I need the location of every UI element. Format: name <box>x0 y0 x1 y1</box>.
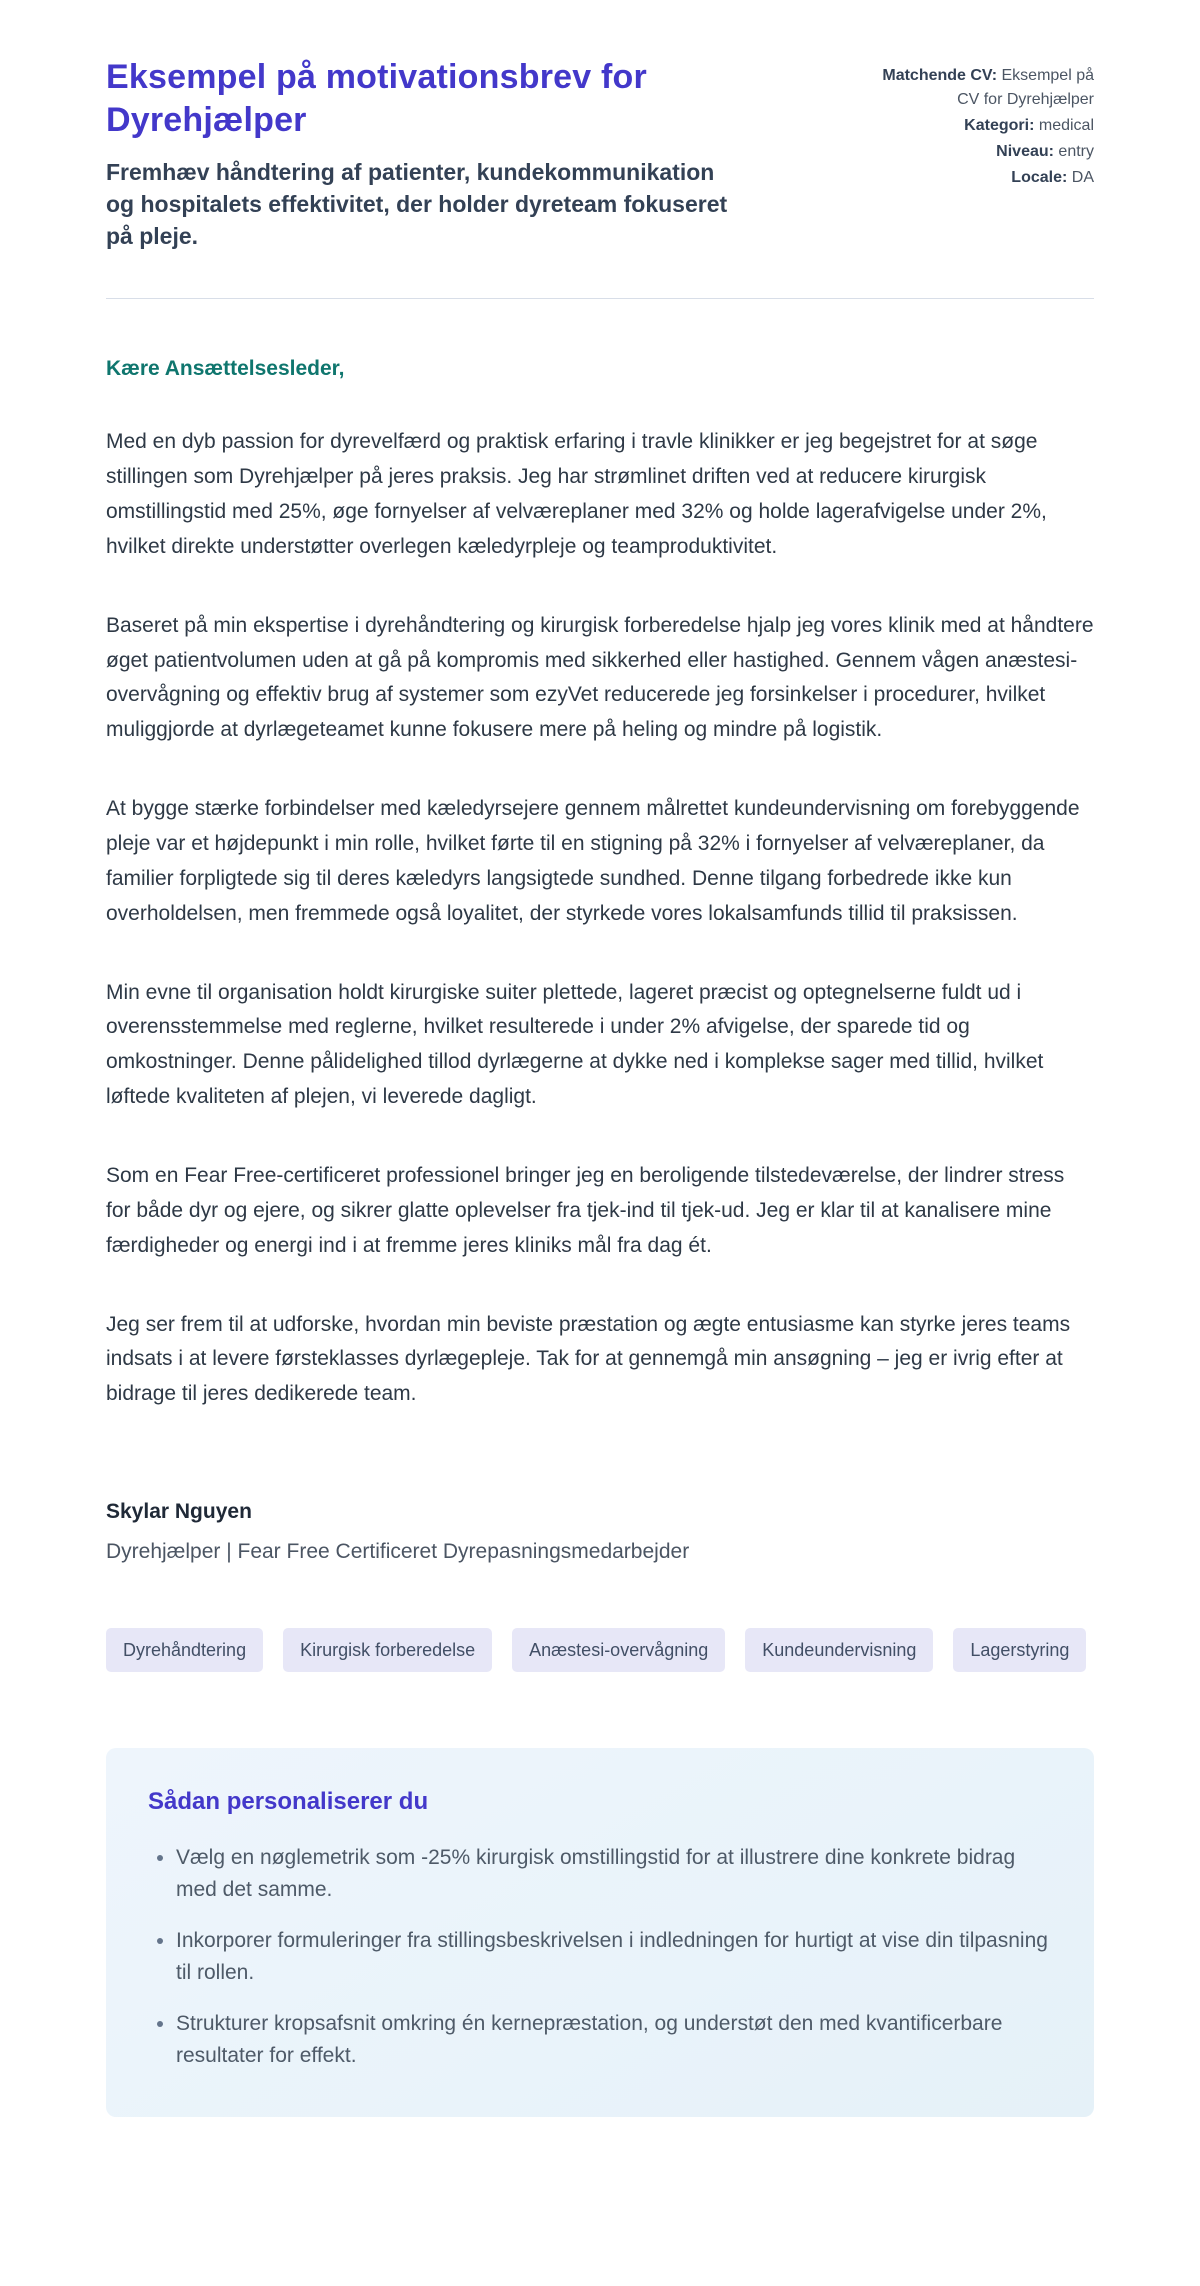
meta-level-label: Niveau: <box>996 143 1054 160</box>
page-header <box>106 56 1094 252</box>
meta-category <box>882 114 1094 138</box>
letter-paragraph-5: Som en Fear Free-certificeret professionel bringer jeg en beroligende tilstedeværelse, der lindrer stress for både dyr og ejere, og sikrer glatte oplevelser fra tjek-ind til tjek-ud. Jeg er klar til at kanalisere mine færdigheder og energi ind i at fremme jeres kliniks mål fra dag ét. <box>106 1163 1065 1257</box>
header-divider <box>106 298 1094 299</box>
tip-item-3: • Strukturer kropsafsnit omkring én kernepræstation, og understøt den med kvantificerbare resultater for effekt. <box>176 2008 1052 2071</box>
tips-panel <box>106 1748 1094 2117</box>
skill-tag-animal-handling: Dyrehåndtering <box>106 1628 263 1672</box>
meta-level-value: entry <box>1058 143 1094 160</box>
signature-title: Dyrehjælper | Fear Free Certificeret Dyrepasningsmedarbejder <box>106 1540 690 1564</box>
skill-tag-inventory: Lagerstyring <box>953 1628 1086 1672</box>
meta-locale-value: DA <box>1071 169 1094 186</box>
meta-locale-label: Locale: <box>1011 169 1068 186</box>
meta-category-value: medical <box>1038 117 1094 134</box>
letter-paragraph-2: Baseret på min ekspertise i dyrehåndtering og kirurgisk forberedelse hjalp jeg vores klinik med at håndtere øget patientvolumen uden at gå på kompromis med sikkerhed eller hastighed. Gennem vågen anæstesi-overvågning og effektiv brug af systemer som ezyVet reducerede jeg forsinkelser i procedurer, hvilket muliggjorde at dyrlægeteamet kunne fokusere mere på heling og mindre på logistik. <box>106 613 1094 742</box>
letter-body <box>106 357 1094 1672</box>
header-text <box>106 56 842 252</box>
tips-title: Sådan personaliserer du <box>148 1788 429 1816</box>
meta-matching-cv <box>882 64 1094 112</box>
tips-list <box>148 1842 1052 2071</box>
letter-paragraph-3: At bygge stærke forbindelser med kæledyrsejere gennem målrettet kundeundervisning om forebyggende pleje var et højdepunkt i min rolle, hvilket førte til en stigning på 32% i fornyelser af velværeplaner, da familier forpligtede sig til deres kæledyrs langsigtede sundhed. Denne tilgang forbedrede ikke kun overholdelsen, men fremmede også loyalitet, der styrkede vores lokalsamfunds tillid til praksissen. <box>106 797 1080 925</box>
meta-matching-cv-value: Eksempel på CV for Dyrehjælper <box>957 67 1094 108</box>
meta-matching-cv-label: Matchende CV: <box>882 67 998 84</box>
letter-paragraph-6: Jeg ser frem til at udforske, hvordan min beviste præstation og ægte entusiasme kan styrke jeres teams indsats i at levere førsteklasses dyrlægepleje. Tak for at gennemgå min ansøgning – jeg er ivrig efter at bidrage til jeres dedikerede team. <box>106 1312 1071 1406</box>
meta-panel <box>882 56 1094 192</box>
skill-tags <box>106 1628 1094 1672</box>
tip-item-1: • Vælg en nøglemetrik som -25% kirurgisk omstillingstid for at illustrere dine konkrete bidrag med det samme. <box>176 1842 1052 1905</box>
skill-tag-client-education: Kundeundervisning <box>745 1628 933 1672</box>
signature-name: Skylar Nguyen <box>106 1500 252 1524</box>
letter-paragraph-4: Min evne til organisation holdt kirurgiske suiter plettede, lageret præcist og optegnelserne fuldt ud i overensstemmelse med reglerne, hvilket resulterede i under 2% afvigelse, der sparede tid og omkostninger. Denne pålidelighed tillod dyrlægerne at dykke ned i komplekse sager med tillid, hvilket løftede kvaliteten af plejen, vi leverede dagligt. <box>106 980 1044 1109</box>
page-subtitle: Fremhæv håndtering af patienter, kundekommunikation og hospitalets effektivitet, der holder dyreteam fokuseret på pleje. <box>106 158 728 250</box>
tip-item-2: • Inkorporer formuleringer fra stillingsbeskrivelsen i indledningen for hurtigt at vise din tilpasning til rollen. <box>176 1925 1052 1988</box>
page-title: Eksempel på motivationsbrev for Dyrehjælper <box>106 58 647 139</box>
skill-tag-anesthesia-monitoring: Anæstesi-overvågning <box>512 1628 725 1672</box>
meta-level <box>882 140 1094 164</box>
meta-category-label: Kategori: <box>964 117 1035 134</box>
letter-greeting: Kære Ansættelsesleder, <box>106 357 345 381</box>
letter-paragraph-1: Med en dyb passion for dyrevelfærd og praktisk erfaring i travle klinikker er jeg begejstret for at søge stillingen som Dyrehjælper på jeres praksis. Jeg har strømlinet driften ved at reducere kirurgisk omstillingstid med 25%, øge fornyelser af velværeplaner med 32% og holde lagerafvigelse under 2%, hvilket direkte understøtter overlegen kæledyrpleje og teamproduktivitet. <box>106 430 1047 558</box>
meta-locale <box>882 166 1094 190</box>
skill-tag-surgical-prep: Kirurgisk forberedelse <box>283 1628 492 1672</box>
